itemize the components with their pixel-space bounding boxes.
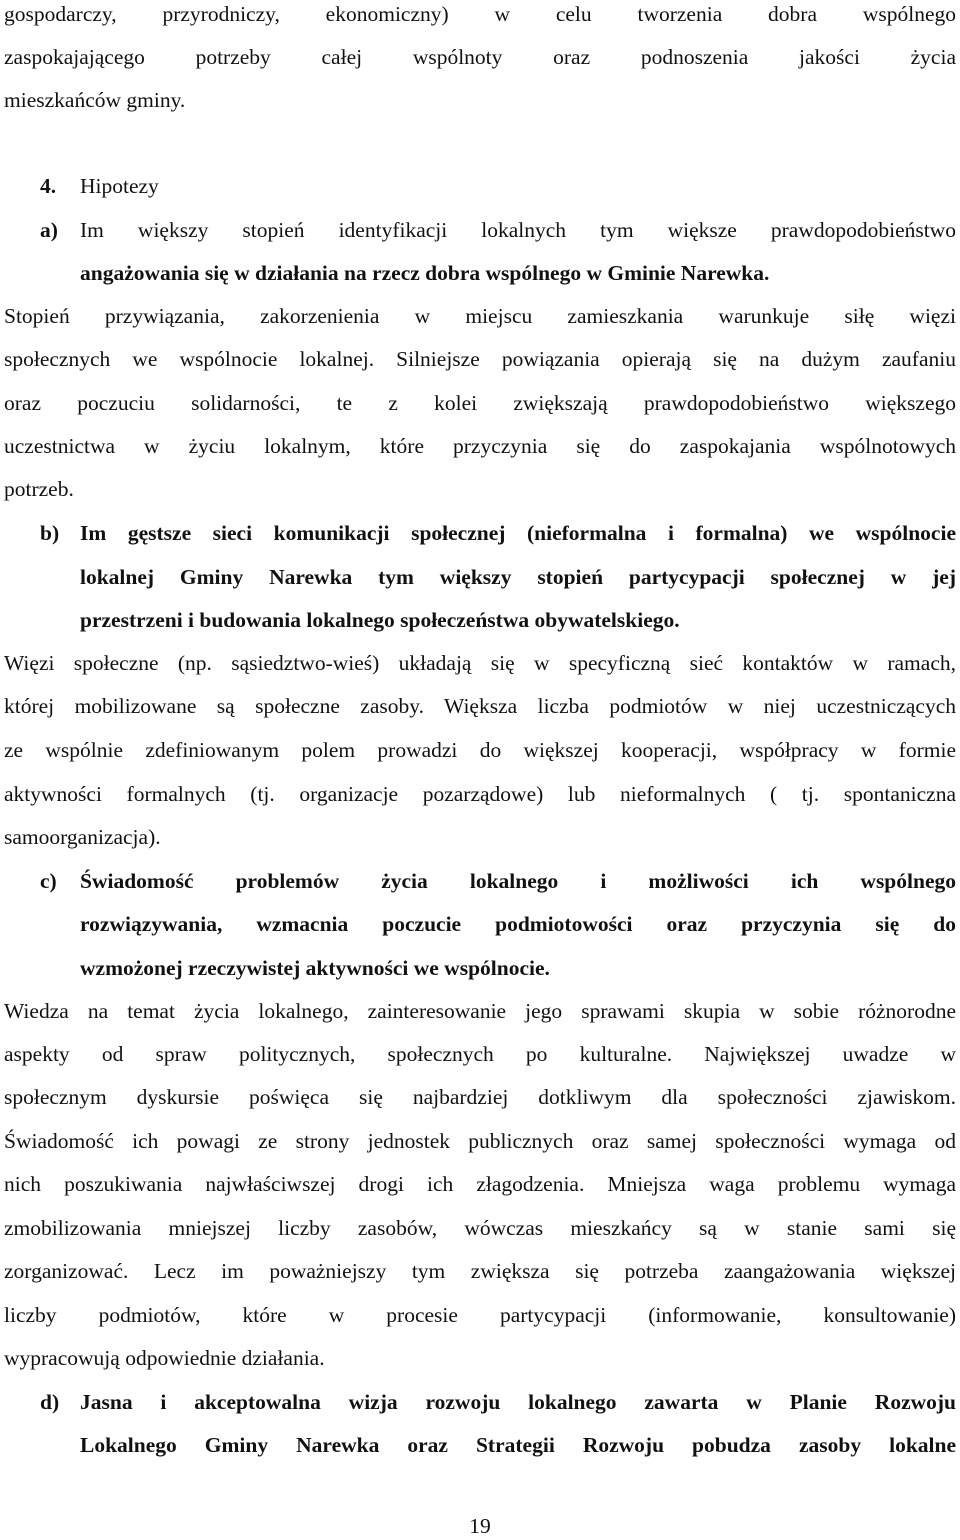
paragraph-line: liczby podmiotów, które w procesie partycypacji (informowanie, konsultowanie) [4,1303,956,1327]
paragraph-line: wypracowują odpowiednie działania. [4,1346,325,1370]
paragraph-line: której mobilizowane są społeczne zasoby. Większa liczba podmiotów w niej uczestniczących [4,694,956,718]
hypothesis-c-line: rozwiązywania, wzmacnia poczucie podmiotowości oraz przyczynia się do [80,912,956,936]
hypothesis-b-line: przestrzeni i budowania lokalnego społeczeństwa obywatelskiego. [80,608,680,632]
paragraph-line: potrzeb. [4,477,74,501]
paragraph-line: uczestnictwa w życiu lokalnym, które przyczynia się do zaspokajania wspólnotowych [4,434,956,458]
paragraph-line: zaspokajającego potrzeby całej wspólnoty oraz podnoszenia jakości życia [4,45,956,69]
hypothesis-d-line: Jasna i akceptowalna wizja rozwoju lokalnego zawarta w Planie Rozwoju [80,1390,956,1414]
hypothesis-d-line: Lokalnego Gminy Narewka oraz Strategii Rozwoju pobudza zasoby lokalne [80,1433,956,1457]
paragraph-line: Wiedza na temat życia lokalnego, zainteresowanie jego sprawami skupia w sobie różnorodne [4,999,956,1023]
paragraph-line: ze wspólnie zdefiniowanym polem prowadzi do większej kooperacji, współpracy w formie [4,738,956,762]
paragraph-line: mieszkańców gminy. [4,88,186,112]
hypothesis-c-line: Świadomość problemów życia lokalnego i możliwości ich wspólnego [80,869,956,893]
paragraph-line: oraz poczuciu solidarności, te z kolei zwiększają prawdopodobieństwo większego [4,391,956,415]
paragraph-line: nich poszukiwania najwłaściwszej drogi ich złagodzenia. Mniejsza waga problemu wymaga [4,1172,956,1196]
hypothesis-b-line: lokalnej Gminy Narewka tym większy stopień partycypacji społecznej w jej [80,565,956,589]
heading-number: 4. [40,174,57,198]
hypothesis-a-line: Im większy stopień identyfikacji lokalnych tym większe prawdopodobieństwo [80,218,956,242]
hypothesis-a-line: angażowania się w działania na rzecz dobra wspólnego w Gminie Narewka. [80,261,770,285]
paragraph-line: społecznych we wspólnocie lokalnej. Silniejsze powiązania opierają się na dużym zaufaniu [4,347,956,371]
paragraph-line: zorganizować. Lecz im poważniejszy tym zwiększa się potrzeba zaangażowania większej [4,1259,956,1283]
hypothesis-marker-c: c) [40,869,57,893]
heading-title: Hipotezy [80,174,159,198]
section-heading [40,172,159,200]
hypothesis-c-line: wzmożonej rzeczywistej aktywności we wspólnocie. [80,956,550,980]
hypothesis-marker-a: a) [40,218,58,242]
paragraph-line: Więzi społeczne (np. sąsiedztwo-wieś) układają się w specyficzną sieć kontaktów w ramach, [4,651,956,675]
paragraph-line: gospodarczy, przyrodniczy, ekonomiczny) w celu tworzenia dobra wspólnego [4,2,956,26]
paragraph-line: Świadomość ich powagi ze strony jednostek publicznych oraz samej społeczności wymaga od [4,1129,956,1153]
hypothesis-b-line: Im gęstsze sieci komunikacji społecznej (nieformalna i formalna) we wspólnocie [80,521,956,545]
page-number: 19 [469,1514,491,1538]
paragraph-line: zmobilizowania mniejszej liczby zasobów, wówczas mieszkańcy są w stanie sami się [4,1216,956,1240]
paragraph-line: aspekty od spraw politycznych, społecznych po kulturalne. Największej uwadze w [4,1042,956,1066]
paragraph-line: samoorganizacja). [4,825,161,849]
paragraph-line: aktywności formalnych (tj. organizacje pozarządowe) lub nieformalnych ( tj. spontaniczna [4,782,956,806]
hypothesis-marker-d: d) [40,1390,60,1414]
paragraph-line: Stopień przywiązania, zakorzenienia w miejscu zamieszkania warunkuje siłę więzi [4,304,956,328]
hypothesis-marker-b: b) [40,521,60,545]
paragraph-line: społecznym dyskursie poświęca się najbardziej dotkliwym dla społeczności zjawiskom. [4,1085,956,1109]
